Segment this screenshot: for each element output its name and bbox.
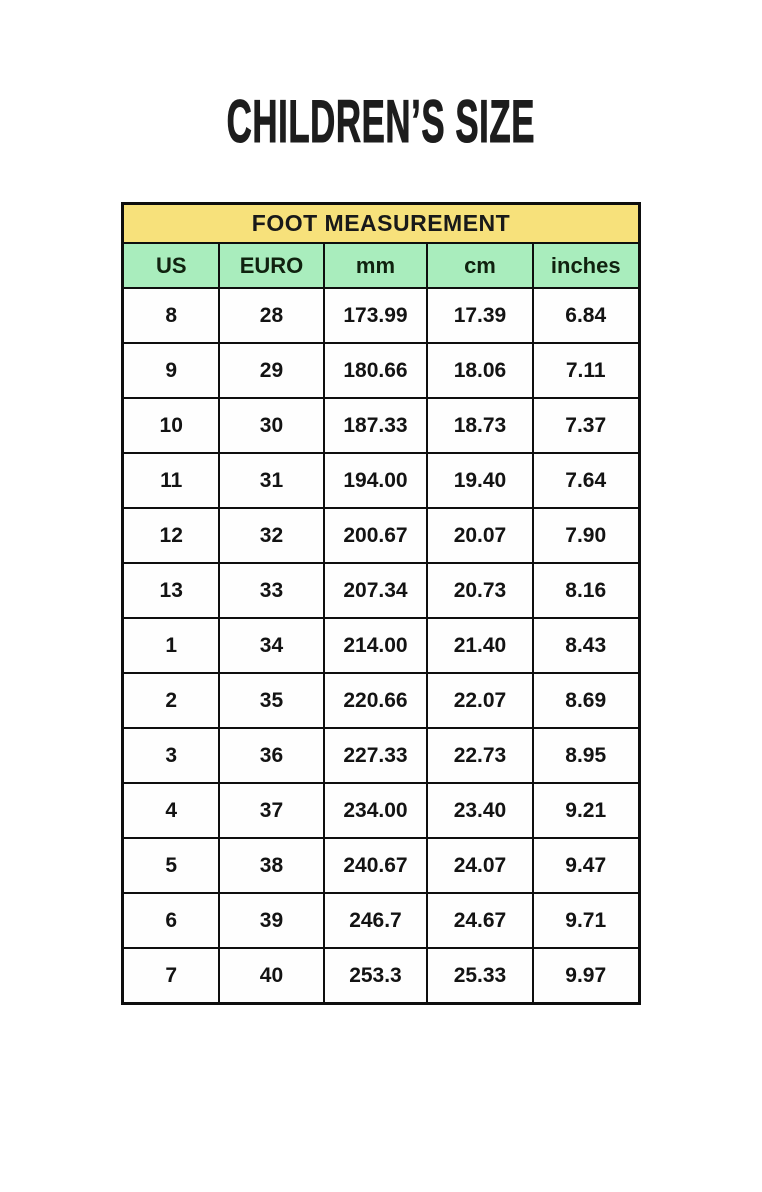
table-cell: 173.99 [324, 288, 427, 343]
table-cell: 36 [219, 728, 324, 783]
table-cell: 7.37 [533, 398, 639, 453]
table-cell: 9.21 [533, 783, 639, 838]
table-cell: 4 [123, 783, 219, 838]
table-cell: 18.06 [427, 343, 533, 398]
table-cell: 253.3 [324, 948, 427, 1004]
table-cell: 20.73 [427, 563, 533, 618]
table-cell: 37 [219, 783, 324, 838]
table-cell: 1 [123, 618, 219, 673]
table-cell: 7.64 [533, 453, 639, 508]
table-cell: 9 [123, 343, 219, 398]
table-cell: 17.39 [427, 288, 533, 343]
table-cell: 220.66 [324, 673, 427, 728]
table-cell: 19.40 [427, 453, 533, 508]
table-cell: 34 [219, 618, 324, 673]
table-cell: 194.00 [324, 453, 427, 508]
column-header-us: US [123, 243, 219, 288]
table-row [123, 563, 639, 618]
table-row [123, 398, 639, 453]
table-cell: 21.40 [427, 618, 533, 673]
table-cell: 6.84 [533, 288, 639, 343]
table-cell: 12 [123, 508, 219, 563]
table-cell: 29 [219, 343, 324, 398]
table-row [123, 783, 639, 838]
table-cell: 39 [219, 893, 324, 948]
table-cell: 13 [123, 563, 219, 618]
table-cell: 23.40 [427, 783, 533, 838]
table-cell: 18.73 [427, 398, 533, 453]
table-cell: 20.07 [427, 508, 533, 563]
table-row [123, 618, 639, 673]
table-row [123, 288, 639, 343]
table-cell: 9.97 [533, 948, 639, 1004]
table-cell: 31 [219, 453, 324, 508]
table-cell: 24.67 [427, 893, 533, 948]
column-header-inches: inches [533, 243, 639, 288]
table-title-row [123, 204, 639, 244]
table-cell: 22.07 [427, 673, 533, 728]
table-cell: 5 [123, 838, 219, 893]
table-cell: 207.34 [324, 563, 427, 618]
table-cell: 8 [123, 288, 219, 343]
table-cell: 240.67 [324, 838, 427, 893]
table-cell: 7 [123, 948, 219, 1004]
table-row [123, 838, 639, 893]
table-row [123, 893, 639, 948]
table-row [123, 948, 639, 1004]
table-row [123, 453, 639, 508]
table-cell: 2 [123, 673, 219, 728]
table-cell: 3 [123, 728, 219, 783]
table-cell: 6 [123, 893, 219, 948]
table-cell: 33 [219, 563, 324, 618]
table-cell: 25.33 [427, 948, 533, 1004]
table-cell: 200.67 [324, 508, 427, 563]
table-cell: 11 [123, 453, 219, 508]
table-cell: 32 [219, 508, 324, 563]
column-header-row [123, 243, 639, 288]
table-cell: 28 [219, 288, 324, 343]
table-cell: 38 [219, 838, 324, 893]
column-header-mm: mm [324, 243, 427, 288]
table-cell: 8.43 [533, 618, 639, 673]
table-cell: 35 [219, 673, 324, 728]
table-row [123, 728, 639, 783]
table-cell: 187.33 [324, 398, 427, 453]
table-cell: 8.95 [533, 728, 639, 783]
table-cell: 214.00 [324, 618, 427, 673]
table-cell: 180.66 [324, 343, 427, 398]
table-cell: 7.90 [533, 508, 639, 563]
table-title-cell: FOOT MEASUREMENT [123, 204, 639, 244]
column-header-euro: EURO [219, 243, 324, 288]
table-cell: 9.47 [533, 838, 639, 893]
table-row [123, 673, 639, 728]
table-cell: 30 [219, 398, 324, 453]
table-cell: 10 [123, 398, 219, 453]
column-header-cm: cm [427, 243, 533, 288]
table-cell: 8.69 [533, 673, 639, 728]
title-area [0, 88, 762, 155]
table-cell: 24.07 [427, 838, 533, 893]
table-cell: 227.33 [324, 728, 427, 783]
foot-measurement-table [121, 202, 640, 1005]
table-cell: 9.71 [533, 893, 639, 948]
table-row [123, 343, 639, 398]
table-cell: 246.7 [324, 893, 427, 948]
table-cell: 7.11 [533, 343, 639, 398]
table-row [123, 508, 639, 563]
page-title: CHILDREN’S SIZE [226, 88, 536, 155]
table-cell: 22.73 [427, 728, 533, 783]
table-cell: 8.16 [533, 563, 639, 618]
table-cell: 40 [219, 948, 324, 1004]
table-cell: 234.00 [324, 783, 427, 838]
